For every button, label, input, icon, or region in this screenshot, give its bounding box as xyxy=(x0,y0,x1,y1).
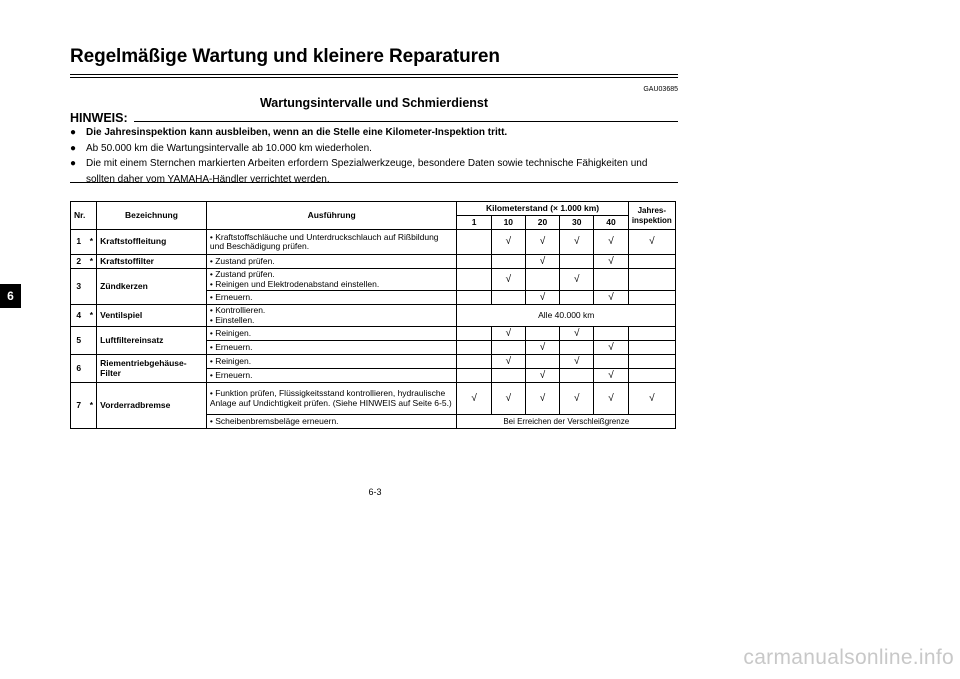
row-name: Ventilspiel xyxy=(97,305,207,327)
check-cell: √ xyxy=(491,383,525,415)
check-cell: √ xyxy=(628,383,675,415)
header-ausfuehrung: Ausführung xyxy=(206,202,457,230)
special-tool-star xyxy=(87,269,97,305)
header-km-1: 1 xyxy=(457,216,491,230)
row-name: Vorderradbremse xyxy=(97,383,207,429)
check-cell: √ xyxy=(491,327,525,341)
title-rule-bottom xyxy=(70,77,678,78)
check-cell xyxy=(628,355,675,369)
row-nr: 5 xyxy=(71,327,87,355)
check-cell: √ xyxy=(594,341,628,355)
check-cell xyxy=(457,255,491,269)
check-cell: √ xyxy=(594,255,628,269)
note-text: Die mit einem Sternchen markierten Arbeiten erfordern Spezialwerkzeuge, besondere Daten sowie technische Fähigkeiten und sollten daher vom YAMAHA-Händler verrichtet werden. xyxy=(86,158,648,185)
table-row xyxy=(71,305,676,327)
check-cell xyxy=(525,355,559,369)
check-cell: √ xyxy=(560,383,594,415)
check-cell xyxy=(628,291,675,305)
check-cell: √ xyxy=(594,369,628,383)
section-subtitle: Wartungsintervalle und Schmierdienst xyxy=(259,96,489,110)
notes-rule xyxy=(70,182,678,183)
row-name: Kraftstoffilter xyxy=(97,255,207,269)
row-action: • Funktion prüfen, Flüssigkeitsstand kontrollieren, hydraulische Anlage auf Undichtigkeit prüfen. (Siehe HINWEIS auf Seite 6-5.) xyxy=(206,383,457,415)
maintenance-table xyxy=(70,201,676,429)
check-cell xyxy=(594,269,628,291)
row-action: • Kraftstoffschläuche und Unterdruckschlauch auf Rißbildung und Beschädigung prüfen. xyxy=(206,230,457,255)
check-cell: √ xyxy=(560,269,594,291)
check-cell: √ xyxy=(491,355,525,369)
row-action xyxy=(206,269,457,291)
check-cell xyxy=(457,327,491,341)
table-row xyxy=(71,383,676,415)
check-cell: √ xyxy=(525,383,559,415)
header-star-spacer xyxy=(87,202,97,230)
check-cell: √ xyxy=(628,230,675,255)
row-nr: 7 xyxy=(71,383,87,429)
check-cell xyxy=(560,291,594,305)
check-cell xyxy=(628,327,675,341)
bullet-icon: ● xyxy=(70,158,77,169)
check-cell: √ xyxy=(594,230,628,255)
hinweis-header xyxy=(70,110,678,126)
row-name: Zündkerzen xyxy=(97,269,207,305)
page-number: 6-3 xyxy=(368,487,382,497)
check-cell: √ xyxy=(560,327,594,341)
note-item xyxy=(70,125,678,141)
row-action: • Reinigen. xyxy=(206,355,457,369)
check-cell xyxy=(628,341,675,355)
check-cell: √ xyxy=(525,369,559,383)
special-tool-star: * xyxy=(87,383,97,429)
header-km-30: 30 xyxy=(560,216,594,230)
check-cell xyxy=(628,269,675,291)
header-km-20: 20 xyxy=(525,216,559,230)
hinweis-rule xyxy=(134,121,678,122)
action-line: • Kontrollieren. xyxy=(209,305,266,315)
table-row xyxy=(71,230,676,255)
check-cell: √ xyxy=(457,383,491,415)
action-line: • Reinigen und Elektrodenabstand einstellen. xyxy=(209,278,380,289)
check-cell: √ xyxy=(594,291,628,305)
hinweis-label: HINWEIS: xyxy=(70,111,128,125)
check-cell xyxy=(457,369,491,383)
table-row xyxy=(71,355,676,369)
title-rule-top xyxy=(70,74,678,75)
header-jahresinspektion: Jahres-inspektion xyxy=(628,202,675,230)
row-name: Kraftstoffleitung xyxy=(97,230,207,255)
header-kilometerstand: Kilometerstand (× 1.000 km) xyxy=(457,202,628,216)
check-cell xyxy=(594,327,628,341)
check-cell xyxy=(457,291,491,305)
check-cell: √ xyxy=(525,341,559,355)
check-cell xyxy=(491,291,525,305)
row-action: • Zustand prüfen. xyxy=(206,255,457,269)
interval-span: Alle 40.000 km xyxy=(457,305,676,327)
check-cell xyxy=(628,255,675,269)
check-cell xyxy=(525,327,559,341)
check-cell xyxy=(457,230,491,255)
check-cell xyxy=(560,341,594,355)
check-cell xyxy=(560,255,594,269)
check-cell xyxy=(594,355,628,369)
row-action: • Erneuern. xyxy=(206,291,457,305)
chapter-tab: 6 xyxy=(0,284,21,308)
special-tool-star: * xyxy=(87,305,97,327)
table-row xyxy=(71,327,676,341)
check-cell xyxy=(457,341,491,355)
check-cell: √ xyxy=(560,355,594,369)
check-cell xyxy=(457,355,491,369)
special-tool-star: * xyxy=(87,230,97,255)
check-cell: √ xyxy=(491,230,525,255)
check-cell: √ xyxy=(525,291,559,305)
note-item xyxy=(70,141,678,157)
check-cell xyxy=(457,269,491,291)
check-cell xyxy=(560,369,594,383)
note-text: Ab 50.000 km die Wartungsintervalle ab 10.000 km wiederholen. xyxy=(86,142,372,154)
page-title: Regelmäßige Wartung und kleinere Reparaturen xyxy=(70,46,500,67)
row-nr: 4 xyxy=(71,305,87,327)
header-bezeichnung: Bezeichnung xyxy=(97,202,207,230)
row-action: • Erneuern. xyxy=(206,341,457,355)
row-action: • Erneuern. xyxy=(206,369,457,383)
note-text: Die Jahresinspektion kann ausbleiben, wenn an die Stelle eine Kilometer-Inspektion tritt. xyxy=(86,127,508,138)
row-name: Riementriebgehäuse-Filter xyxy=(97,355,207,383)
bullet-icon: ● xyxy=(70,142,77,154)
action-line: • Zustand prüfen. xyxy=(209,269,275,279)
table-row xyxy=(71,255,676,269)
special-tool-star: * xyxy=(87,255,97,269)
header-nr: Nr. xyxy=(71,202,87,230)
check-cell xyxy=(491,255,525,269)
check-cell xyxy=(628,369,675,383)
header-km-10: 10 xyxy=(491,216,525,230)
row-nr: 1 xyxy=(71,230,87,255)
check-cell xyxy=(525,269,559,291)
row-nr: 2 xyxy=(71,255,87,269)
check-cell xyxy=(491,341,525,355)
document-code: GAU03685 xyxy=(643,86,678,93)
row-name: Luftfiltereinsatz xyxy=(97,327,207,355)
row-action xyxy=(206,305,457,327)
action-line: • Einstellen. xyxy=(209,314,255,325)
check-cell: √ xyxy=(560,230,594,255)
special-tool-star xyxy=(87,355,97,383)
row-nr: 3 xyxy=(71,269,87,305)
row-action: • Scheibenbremsbeläge erneuern. xyxy=(206,415,457,429)
check-cell: √ xyxy=(491,269,525,291)
check-cell: √ xyxy=(594,383,628,415)
row-nr: 6 xyxy=(71,355,87,383)
check-cell xyxy=(491,369,525,383)
hinweis-notes xyxy=(70,125,678,187)
interval-span: Bei Erreichen der Verschleißgrenze xyxy=(457,415,676,429)
table-row xyxy=(71,269,676,291)
check-cell: √ xyxy=(525,230,559,255)
watermark: carmanualsonline.info xyxy=(743,646,954,669)
special-tool-star xyxy=(87,327,97,355)
check-cell: √ xyxy=(525,255,559,269)
row-action: • Reinigen. xyxy=(206,327,457,341)
bullet-icon: ● xyxy=(70,127,77,138)
header-km-40: 40 xyxy=(594,216,628,230)
